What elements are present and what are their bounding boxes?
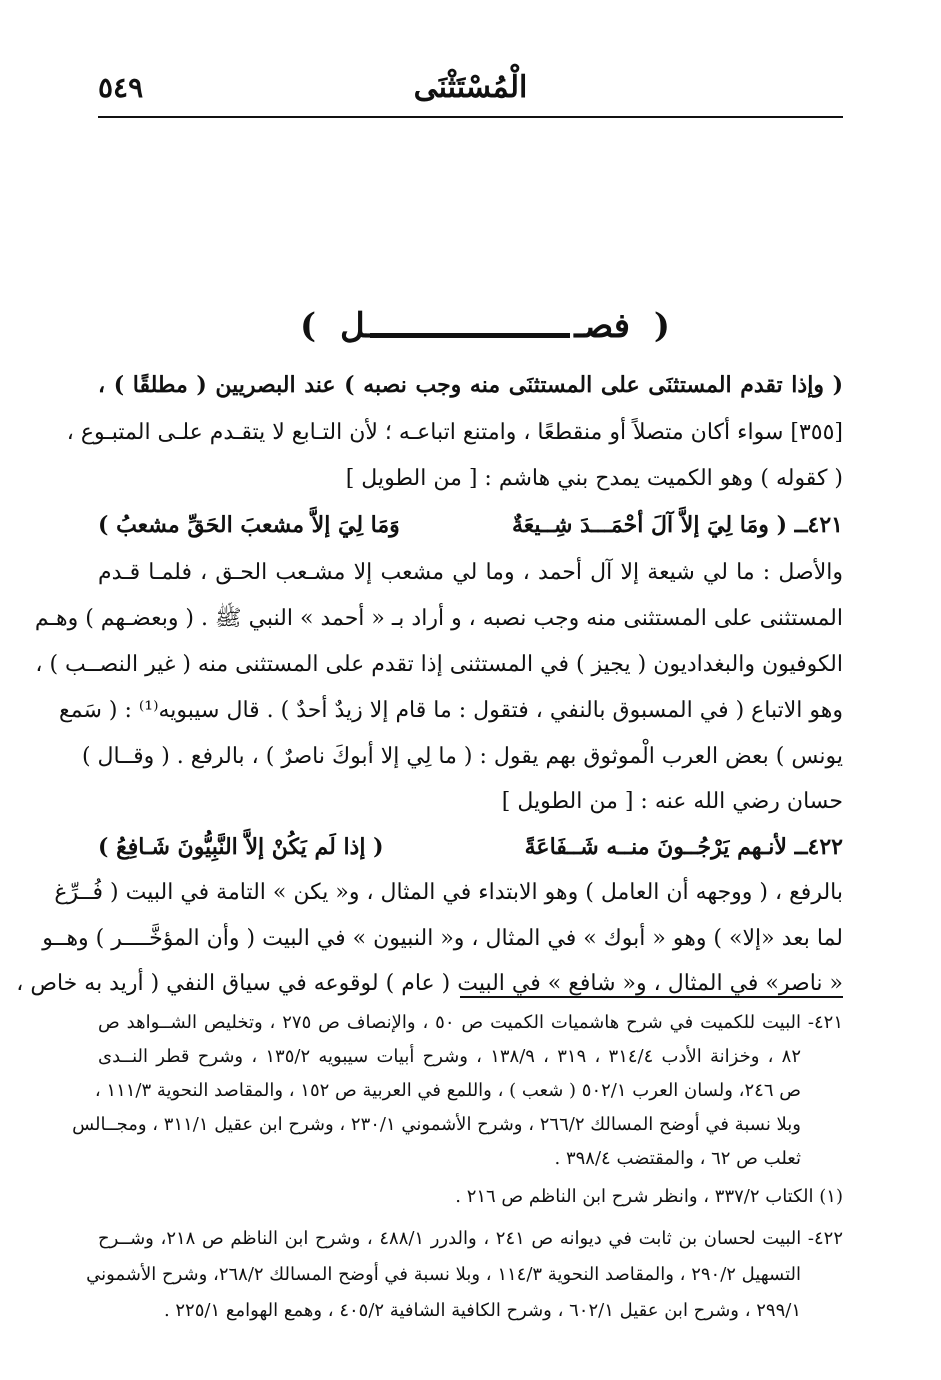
page-number: ٥٤٩ — [98, 71, 144, 104]
body-line: ( كقوله ) وهو الكميت يمدح بني هاشم : [ من الطويل ] — [345, 466, 843, 491]
verse-421 — [98, 505, 843, 545]
footnote-line: ٤٢٢- البيت لحسان بن ثابت في ديوانه ص ٢٤١ ، والدرر ٤٨٨/١ ، وشرح ابن الناظم ص ٢١٨، وشــرح — [98, 1228, 843, 1249]
footnote-line: ٤٢١- البيت للكميت في شرح هاشميات الكميت ص ٥٠ ، والإنصاف ص ٢٧٥ ، وتخليص الشــواهد ص — [98, 1012, 843, 1033]
page-header — [98, 68, 843, 114]
body-line: « ناصر» في المثال ، و« شافع » في البيت ( عام ) لوقوعه في سياق النفي ( أريد به خاص ، — [16, 971, 843, 996]
verse-hemistich-2: ( إذا لَم يَكُنْ إلاَّ النَّبِيُّونَ شَـافِعُ ) — [98, 834, 384, 860]
body-line: يونس ) بعض العرب الْموثوق بهم يقول : ( ما لِي إلا أبوكَ ناصرٌ ) ، بالرفع . ( وقــال ) — [81, 744, 843, 769]
header-rule — [98, 116, 843, 118]
body-line: بالرفع ، ( ووجهه أن العامل ) وهو الابتداء في المثال ، و« يكن » التامة في البيت ( فُــرِّغ — [54, 880, 843, 905]
heading-close-paren: ) — [300, 306, 317, 346]
footnote-line: ثعلب ص ٦٢ ، والمقتضب ٣٩٨/٤ . — [554, 1148, 801, 1169]
body-line: لما بعد «إلا» ) وهو « أبوك » في المثال ، و« النبيون » في البيت ( وأن المؤخَّــــر ) وهــو — [42, 926, 843, 951]
verse-number: ٤٢٢ــ — [794, 834, 843, 860]
body-line: حسان رضي الله عنه : [ من الطويل ] — [501, 789, 843, 814]
section-heading — [300, 303, 670, 349]
heading-word-start: فصـ — [574, 306, 630, 346]
footnote-line: ٨٢ ، وخزانة الأدب ٣١٤/٤ ، ٣١٩ ، ١٣٨/٩ ، وشرح أبيات سيبويه ١٣٥/٢ ، وشرح قطر النــدى — [98, 1046, 801, 1067]
running-title: الْمُسْتَثْنَى — [413, 70, 528, 105]
footnote-line: ٢٩٩/١ ، وشرح ابن عقيل ٦٠٢/١ ، وشرح الكافية الشافية ٤٠٥/٢ ، وهمع الهوامع ٢٢٥/١ . — [163, 1300, 801, 1321]
footnote-rule — [460, 996, 843, 998]
verse-hemistich-1: لأنـهم يَرْجُــونَ منــه شَــفَاعَةً — [524, 834, 787, 860]
footnote-line: ص ٢٤٦، ولسان العرب ٥٠٢/١ ( شعب ) ، واللمع في العربية ص ١٥٢ ، والمقاصد النحوية ١١١/٣ ، — [94, 1080, 801, 1101]
verse-number: ٤٢١ــ — [794, 512, 843, 538]
footnote-line: التسهيل ٢٩٠/٢ ، والمقاصد النحوية ١١٤/٣ ، وبلا نسبة في أوضح المسالك ٢٦٨/٢، وشرح الأشموني — [86, 1264, 801, 1285]
body-line: المستثنى على المستثنى منه وجب نصبه ، و أراد بـ « أحمد » النبي ﷺ . ( وبعضـهم ) وهـم — [34, 606, 843, 631]
heading-word-end: ـل — [340, 306, 376, 346]
body-line: [٣٥٥] سواء أكان متصلاً أو منقطعًا ، وامتنع اتباعـه ؛ لأن التـابع لا يتقـدم علـى المتبـوع ، — [66, 420, 843, 445]
footnote-line: وبلا نسبة في أوضح المسالك ٢٦٦/٢ ، وشرح الأشموني ٢٣٠/١ ، وشرح ابن عقيل ٣١١/١ ، ومجــالس — [72, 1114, 801, 1135]
verse-hemistich-1: ( ومَا لِيَ إلاَّ آلَ أحْمَـــدَ شِــيعَةٌ — [512, 512, 787, 538]
heading-kashida — [370, 333, 570, 338]
body-line: الكوفيون والبغداديون ( يجيز ) في المستثنى إذا تقدم على المستثنى منه ( غير النصــب ) ، — [35, 652, 843, 677]
verse-hemistich-2: وَمَا لِيَ إلاَّ مشعبَ الحَقِّ مشعبُ ) — [98, 512, 400, 538]
body-line: والأصل : ما لي شيعة إلا آل أحمد ، وما لي مشعب إلا مشـعب الحـق ، فلمـا قـدم — [98, 560, 843, 585]
body-line: ( وإذا تقدم المستثنَى على المستثنَى منه وجب نصبه ) عند البصريين ( مطلقًا ) ، — [98, 372, 843, 398]
footnote-line: (١) الكتاب ٣٣٧/٢ ، وانظر شرح ابن الناظم ص ٢١٦ . — [455, 1186, 843, 1207]
body-line: وهو الاتباع ( في المسبوق بالنفي ، فتقول : ما قام إلا زيدٌ أحدٌ ) . قال سيبويه⁽¹⁾ : ( سَمع — [59, 698, 843, 723]
heading-open-paren: ( — [653, 306, 670, 346]
verse-422 — [98, 827, 843, 867]
